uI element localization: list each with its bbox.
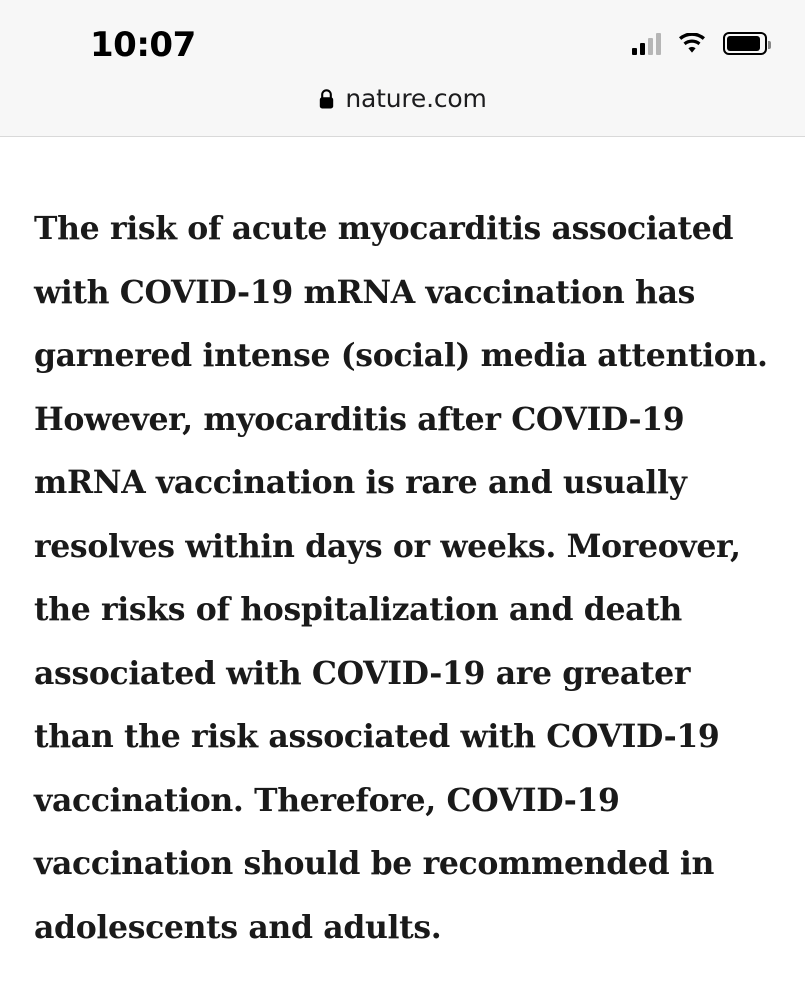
lock-icon [318, 88, 335, 110]
web-page-content [0, 137, 805, 1000]
status-bar [0, 0, 805, 86]
browser-chrome [0, 0, 805, 137]
status-bar-clock: 10:07 [90, 25, 196, 65]
wifi-icon [677, 33, 707, 55]
cellular-signal-icon [632, 33, 661, 55]
article-abstract: The risk of acute myocarditis associated with COVID-19 mRNA vaccination has garnered intense (social) media attention. However, myocarditis after COVID-19 mRNA vaccination is rare and usually resolves within days or weeks. Moreover, the risks of hospitalization and death associated with COVID-19 are greater than the risk associated with COVID-19 vaccination. Therefore, COVID-19 vaccination should be recommended in adolescents and adults. [34, 210, 768, 946]
battery-icon [723, 32, 767, 55]
address-bar-domain[interactable]: nature.com [345, 84, 487, 113]
status-bar-indicators [632, 28, 767, 55]
content-continuation-placeholder [34, 985, 164, 995]
address-bar[interactable] [0, 86, 805, 136]
